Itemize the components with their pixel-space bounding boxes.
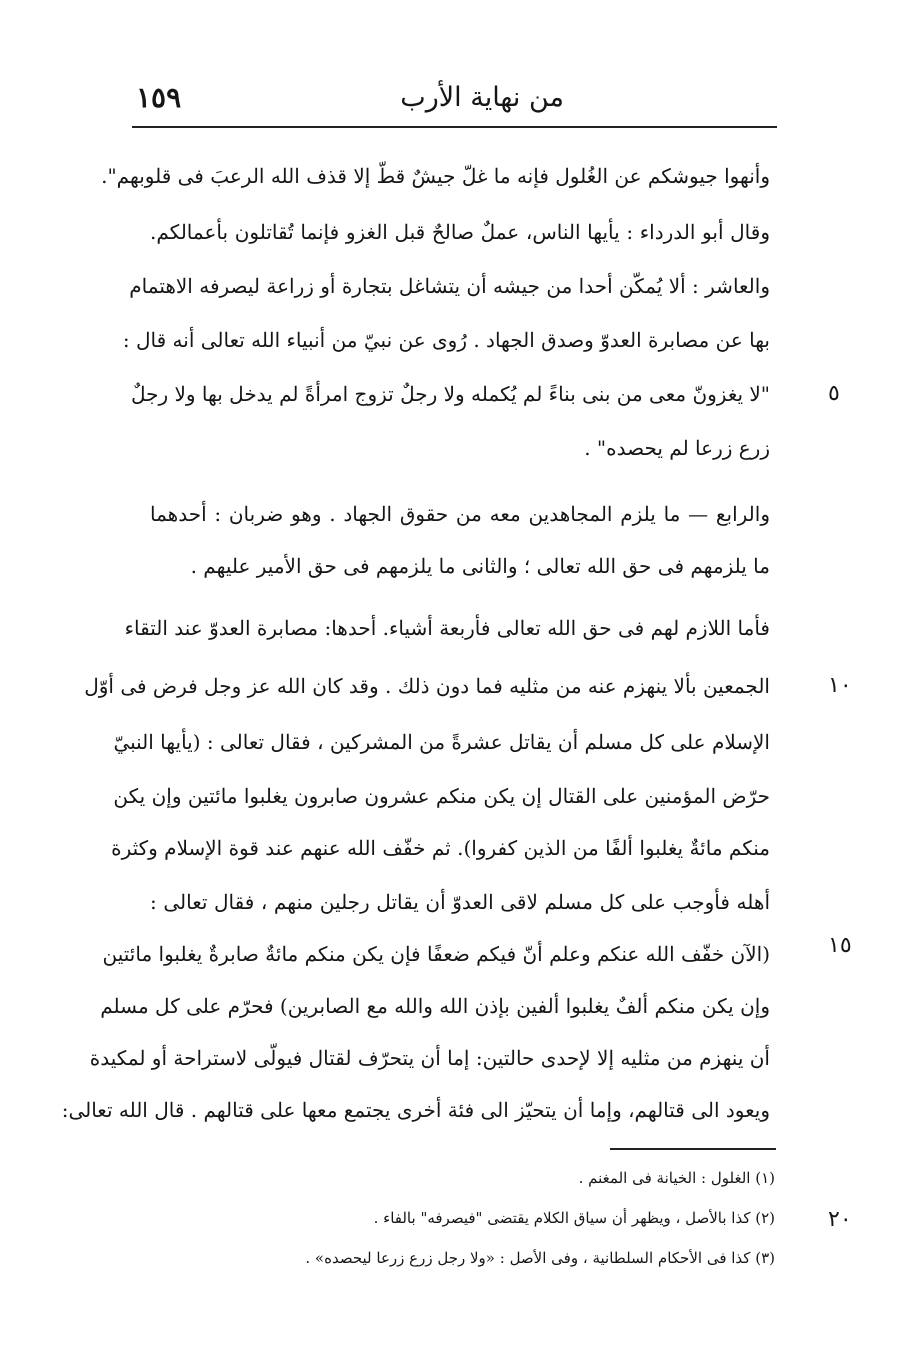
text-line: أهله فأوجب على كل مسلم لاقى العدوّ أن يقاتل رجلين منهم ، فقال تعالى :	[150, 890, 770, 914]
text-line: الجمعين بألا ينهزم عنه من مثليه فما دون ذلك . وقد كان الله عز وجل فرض فى أوّل	[84, 674, 770, 698]
text-line: حرّض المؤمنين على القتال إن يكن منكم عشرون صابرون يغلبوا مائتين وإن يكن	[113, 784, 770, 808]
text-line: فأما اللازم لهم فى حق الله تعالى فأربعة أشياء. أحدها: مصابرة العدوّ عند التقاء	[124, 616, 770, 640]
text-line: "لا يغزونّ معى من بنى بناءً لم يُكمله ولا رجلٌ تزوج امرأةً لم يدخل بها ولا رجلٌ	[130, 382, 770, 406]
footnote-3: (٣) كذا فى الأحكام السلطانية ، وفى الأصل : «ولا رجل زرع زرعا ليحصده» .	[305, 1249, 775, 1267]
text-line: والعاشر : ألا يُمكّن أحدا من جيشه أن يتشاغل بتجارة أو زراعة ليصرفه الاهتمام	[129, 274, 770, 298]
text-line: ما يلزمهم فى حق الله تعالى ؛ والثانى ما يلزمهم فى حق الأمير عليهم .	[190, 554, 770, 578]
text-line: الإسلام على كل مسلم أن يقاتل عشرةً من المشركين ، فقال تعالى : (يأيها النبيّ	[113, 730, 770, 754]
text-line: زرع زرعا لم يحصده" .	[584, 436, 770, 460]
text-line: (الآن خفّف الله عنكم وعلم أنّ فيكم ضعفًا فإن يكن منكم مائةٌ صابرةٌ يغلبوا مائتين	[102, 942, 770, 966]
line-number-15: ١٥	[828, 933, 852, 958]
footnote-1: (١) الغلول : الخيانة فى المغنم .	[578, 1169, 775, 1187]
page-number: ١٥٩	[136, 81, 182, 114]
line-number-5: ٥	[828, 381, 840, 406]
text-line: وقال أبو الدرداء : يأيها الناس، عملٌ صالحٌ قبل الغزو فإنما تُقاتلون بأعمالكم.	[150, 220, 770, 244]
text-line: ويعود الى قتالهم، وإما أن يتحيّز الى فئة أخرى يجتمع معها على قتالهم . قال الله تعالى:	[61, 1098, 770, 1122]
footnote-2: (٢) كذا بالأصل ، ويظهر أن سياق الكلام يقتضى "فيصرفه" بالفاء .	[373, 1209, 775, 1227]
text-line: وأنهوا جيوشكم عن الغُلول فإنه ما غلّ جيشٌ قطّ إلا قذف الله الرعبَ فى قلوبهم".	[101, 164, 770, 188]
header-rule	[132, 126, 777, 128]
running-title: من نهاية الأرب	[400, 82, 564, 113]
text-line: أن ينهزم من مثليه إلا لإحدى حالتين: إما أن يتحرّف لقتال فيولّى لاستراحة أو لمكيدة	[89, 1046, 770, 1070]
text-line: والرابع — ما يلزم المجاهدين معه من حقوق الجهاد . وهو ضربان : أحدهما	[150, 502, 770, 526]
text-line: وإن يكن منكم ألفٌ يغلبوا ألفين بإذن الله والله مع الصابرين) فحرّم على كل مسلم	[100, 994, 770, 1018]
line-number-20: ٢٠	[828, 1207, 852, 1232]
page-header	[132, 78, 772, 130]
text-line: منكم مائةٌ يغلبوا ألفًا من الذين كفروا). ثم خفّف الله عنهم عند قوة الإسلام وكثرة	[111, 836, 770, 860]
line-number-10: ١٠	[828, 673, 852, 698]
text-line: بها عن مصابرة العدوّ وصدق الجهاد . رُوى عن نبيّ من أنبياء الله تعالى أنه قال :	[122, 328, 770, 352]
footnote-rule	[610, 1148, 776, 1150]
